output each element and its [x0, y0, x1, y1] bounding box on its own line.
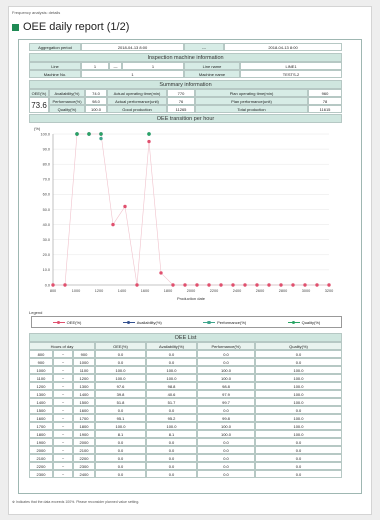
table-cell: 2300 [73, 462, 95, 470]
x-tick-label: 3000 [301, 289, 311, 293]
x-tick-label: 1400 [117, 289, 127, 293]
table-cell: 0.0 [95, 454, 146, 462]
table-cell: 0.0 [197, 462, 255, 470]
y-tick-label: 20.0 [42, 253, 50, 258]
x-tick-label: 2800 [278, 289, 288, 293]
legend-swatch-oee [53, 322, 65, 323]
column-header-quality: Quality(%) [255, 342, 342, 350]
oee-list-table [29, 342, 342, 486]
table-cell: ~ [53, 470, 73, 478]
y-tick-label: 60.0 [42, 192, 50, 197]
table-cell: 98.8 [197, 382, 255, 390]
table-cell: 100.0 [255, 422, 342, 430]
machine-no-label: Machine No. [29, 70, 81, 78]
table-cell: 0.0 [146, 454, 197, 462]
actual-operating-time-label: Actual operating time(min) [107, 89, 167, 97]
table-cell: 0.0 [95, 446, 146, 454]
table-cell: ~ [53, 438, 73, 446]
oee-label: OEE(%) [29, 89, 49, 97]
table-cell: 900 [29, 358, 53, 366]
table-cell: 0.0 [197, 446, 255, 454]
legend-swatch-quality [288, 322, 300, 323]
table-cell: 100.0 [255, 390, 342, 398]
table-cell: 0.0 [146, 358, 197, 366]
point-oee [171, 283, 174, 286]
y-axis-label: (%) [34, 126, 41, 131]
line-label: Line [29, 62, 81, 70]
x-tick-label: 2600 [255, 289, 265, 293]
y-tick-label: 0.0 [44, 283, 50, 288]
table-cell: 51.8 [95, 398, 146, 406]
table-cell: 0.0 [255, 438, 342, 446]
table-cell: 100.0 [255, 398, 342, 406]
point-oee [327, 283, 330, 286]
table-cell: 0.0 [95, 438, 146, 446]
table-cell: 95.2 [146, 414, 197, 422]
table-cell: 900 [73, 350, 95, 358]
table-cell: 1600 [29, 414, 53, 422]
legend-label-quality: Quality(%) [301, 319, 321, 325]
table-cell: 100.0 [197, 366, 255, 374]
table-cell: 0.0 [146, 462, 197, 470]
table-cell: 2200 [73, 454, 95, 462]
table-cell: 1300 [29, 390, 53, 398]
column-header-performance: Performance(%) [197, 342, 255, 350]
quality-value: 100.0 [85, 105, 107, 113]
availability-label: Availability(%) [49, 89, 85, 97]
table-cell: 100.0 [197, 430, 255, 438]
legend-swatch-availability [123, 322, 135, 323]
y-tick-label: 90.0 [42, 147, 50, 152]
legend-label-availability: Availability(%) [136, 319, 162, 325]
table-cell: 0.0 [255, 446, 342, 454]
table-cell: 1500 [29, 406, 53, 414]
table-cell: 39.8 [95, 390, 146, 398]
y-tick-label: 50.0 [42, 207, 50, 212]
period-to-value: 2018-04-13 8:00 [224, 43, 342, 51]
point-oee [123, 205, 126, 208]
total-production-label: Total production [195, 105, 308, 113]
legend-title: Legend [29, 310, 43, 315]
table-cell: ~ [53, 414, 73, 422]
y-tick-label: 80.0 [42, 162, 50, 167]
point-oee [147, 140, 150, 143]
table-cell: ~ [53, 430, 73, 438]
table-cell: 100.0 [95, 366, 146, 374]
table-cell: 2300 [29, 470, 53, 478]
table-cell: 0.0 [197, 470, 255, 478]
machine-no-value: 1 [81, 70, 184, 78]
table-cell: 99.7 [197, 398, 255, 406]
point-quality [99, 132, 102, 135]
point-oee [195, 283, 198, 286]
point-oee [111, 223, 114, 226]
table-cell: 0.0 [95, 350, 146, 358]
table-cell: 1700 [29, 422, 53, 430]
report-title-row [12, 20, 129, 34]
table-cell: ~ [53, 462, 73, 470]
summary-header: Summary information [29, 80, 342, 89]
column-header-availability: Availability(%) [146, 342, 197, 350]
table-cell: 1400 [73, 390, 95, 398]
y-tick-label: 30.0 [42, 238, 50, 242]
table-cell: 0.0 [255, 350, 342, 358]
plan-performance-value: 78 [308, 97, 342, 105]
table-cell: 97.9 [197, 390, 255, 398]
table-cell: 100.0 [146, 422, 197, 430]
table-cell: 0.0 [146, 350, 197, 358]
point-oee [51, 283, 54, 286]
table-cell: 2000 [73, 438, 95, 446]
point-oee [63, 283, 66, 286]
table-cell: 100.0 [197, 422, 255, 430]
good-production-value: 11265 [167, 105, 195, 113]
table-cell: 1200 [73, 374, 95, 382]
period-row [29, 43, 342, 51]
table-cell: 100.0 [255, 414, 342, 422]
point-oee [159, 271, 162, 274]
table-cell: 51.7 [146, 398, 197, 406]
performance-value: 98.0 [85, 97, 107, 105]
table-cell: 800 [29, 350, 53, 358]
table-cell: 1800 [73, 422, 95, 430]
table-cell: ~ [53, 406, 73, 414]
table-cell: 40.6 [146, 390, 197, 398]
period-from-value: 2018-04-13 8:00 [81, 43, 184, 51]
plan-operating-time-label: Plan operating time(min) [195, 89, 308, 97]
table-cell: 100.0 [255, 382, 342, 390]
x-axis-label: Production date [176, 296, 206, 301]
table-cell: 100.0 [197, 374, 255, 382]
table-cell: 1100 [73, 366, 95, 374]
line-separator: — [109, 62, 122, 70]
table-cell: 0.0 [255, 406, 342, 414]
table-cell: 1000 [73, 358, 95, 366]
table-cell: 0.0 [146, 446, 197, 454]
table-cell: 1300 [73, 382, 95, 390]
point-oee [315, 283, 318, 286]
footnote: ※ Indicates that the data exceeds 100%. Please reconsider planned value setting. [12, 500, 140, 504]
table-cell: 1900 [29, 438, 53, 446]
table-cell: 100.0 [95, 374, 146, 382]
legend-item-oee [53, 320, 82, 325]
chart-legend [31, 316, 342, 328]
machine-name-label: Machine name [184, 70, 240, 78]
table-cell: ~ [53, 366, 73, 374]
table-cell: 1600 [73, 406, 95, 414]
table-cell: 0.0 [146, 470, 197, 478]
table-cell: 100.0 [255, 430, 342, 438]
actual-performance-value: 76 [167, 97, 195, 105]
x-tick-label: 2000 [186, 289, 196, 293]
table-cell: 2200 [29, 462, 53, 470]
table-cell: 8.1 [95, 430, 146, 438]
table-cell: ~ [53, 382, 73, 390]
point-performance [99, 137, 102, 140]
point-oee [135, 283, 138, 286]
quality-label: Quality(%) [49, 105, 85, 113]
table-cell: ~ [53, 350, 73, 358]
table-cell: 0.0 [95, 358, 146, 366]
table-cell: 0.0 [197, 454, 255, 462]
table-cell: ~ [53, 374, 73, 382]
line-name-value: LINE1 [240, 62, 342, 70]
machine-info-table [29, 62, 342, 78]
total-production-value: 11615 [308, 105, 342, 113]
legend-label-oee: OEE(%) [66, 319, 82, 325]
table-cell: 100.0 [146, 366, 197, 374]
table-cell: 1700 [73, 414, 95, 422]
table-cell: 97.6 [95, 382, 146, 390]
title-marker-icon [12, 24, 19, 31]
page-caption: Frequency analysis: details [12, 10, 61, 15]
line-value: 1 [81, 62, 109, 70]
x-tick-label: 1200 [94, 289, 104, 293]
table-cell: 0.0 [255, 470, 342, 478]
legend-item-performance [203, 320, 246, 325]
x-tick-label: 1600 [140, 289, 150, 293]
table-cell: 1800 [29, 430, 53, 438]
point-oee [207, 283, 210, 286]
table-cell: 95.1 [95, 414, 146, 422]
table-cell: 1100 [29, 374, 53, 382]
table-cell: 2100 [73, 446, 95, 454]
table-cell: 1400 [29, 398, 53, 406]
oee-transition-chart [29, 125, 342, 309]
table-cell: ~ [53, 390, 73, 398]
table-cell: 0.0 [95, 470, 146, 478]
table-cell: 0.0 [197, 350, 255, 358]
table-cell: 100.0 [95, 422, 146, 430]
legend-label-performance: Performance(%) [217, 319, 247, 325]
x-tick-label: 800 [49, 289, 57, 293]
summary-table [29, 89, 342, 113]
point-oee [303, 283, 306, 286]
table-cell: 0.0 [255, 454, 342, 462]
y-tick-label: 70.0 [42, 177, 50, 182]
table-cell: 0.0 [146, 438, 197, 446]
table-cell: 1200 [29, 382, 53, 390]
point-oee [219, 283, 222, 286]
point-oee [255, 283, 258, 286]
table-cell: 0.0 [197, 406, 255, 414]
y-tick-label: 100.0 [40, 132, 50, 137]
point-oee [267, 283, 270, 286]
table-cell: 1900 [73, 430, 95, 438]
x-tick-label: 1000 [71, 289, 81, 293]
actual-operating-time-value: 770 [167, 89, 195, 97]
table-cell: ~ [53, 454, 73, 462]
table-cell: ~ [53, 422, 73, 430]
table-cell: 0.0 [95, 462, 146, 470]
table-cell: 1000 [29, 366, 53, 374]
x-tick-label: 2200 [209, 289, 219, 293]
oee-value: 73.6 [29, 97, 49, 113]
period-label: Aggregation period [29, 43, 81, 51]
table-cell: 0.0 [146, 406, 197, 414]
table-cell: ~ [53, 358, 73, 366]
good-production-label: Good production [107, 105, 167, 113]
page-title: OEE daily report (1/2) [23, 21, 130, 33]
table-cell: 100.0 [255, 374, 342, 382]
table-cell: 2000 [29, 446, 53, 454]
table-cell: 0.0 [95, 406, 146, 414]
point-quality [87, 132, 90, 135]
x-tick-label: 3200 [324, 289, 334, 293]
plan-performance-label: Plan performance(unit) [195, 97, 308, 105]
legend-item-quality [288, 320, 321, 325]
line-name-label: Line name [184, 62, 240, 70]
table-cell: 98.8 [146, 382, 197, 390]
table-cell: 8.1 [146, 430, 197, 438]
point-quality [75, 132, 78, 135]
table-cell: ~ [53, 446, 73, 454]
oee-list-header: OEE List [29, 333, 342, 342]
table-cell: 2400 [73, 470, 95, 478]
point-oee [291, 283, 294, 286]
machine-info-header: Inspection machine information [29, 53, 342, 62]
point-oee [183, 283, 186, 286]
table-cell: 0.0 [197, 438, 255, 446]
point-oee [231, 283, 234, 286]
chart-header: OEE transition per hour [29, 114, 342, 123]
table-cell: 0.0 [255, 462, 342, 470]
actual-performance-label: Actual performance(unit) [107, 97, 167, 105]
table-cell: 100.0 [255, 366, 342, 374]
machine-name-value: TESTS-2 [240, 70, 342, 78]
table-cell: 2100 [29, 454, 53, 462]
y-tick-label: 40.0 [42, 222, 50, 227]
point-oee [243, 283, 246, 286]
x-tick-label: 1800 [163, 289, 173, 293]
column-header-hours: Hours of day [29, 342, 95, 350]
point-quality [147, 132, 150, 135]
x-tick-label: 2400 [232, 289, 242, 293]
y-tick-label: 10.0 [42, 268, 50, 273]
column-header-oee: OEE(%) [95, 342, 146, 350]
table-cell: 0.0 [255, 358, 342, 366]
table-cell: 0.0 [197, 358, 255, 366]
table-cell: 1500 [73, 398, 95, 406]
point-oee [279, 283, 282, 286]
legend-item-availability [123, 320, 162, 325]
table-cell: 99.8 [197, 414, 255, 422]
availability-value: 74.0 [85, 89, 107, 97]
table-cell: 100.0 [146, 374, 197, 382]
plan-operating-time-value: 960 [308, 89, 342, 97]
legend-swatch-performance [203, 322, 215, 323]
period-separator: --- [184, 43, 224, 51]
line-value-2: 1 [122, 62, 184, 70]
performance-label: Performance(%) [49, 97, 85, 105]
table-cell: ~ [53, 398, 73, 406]
